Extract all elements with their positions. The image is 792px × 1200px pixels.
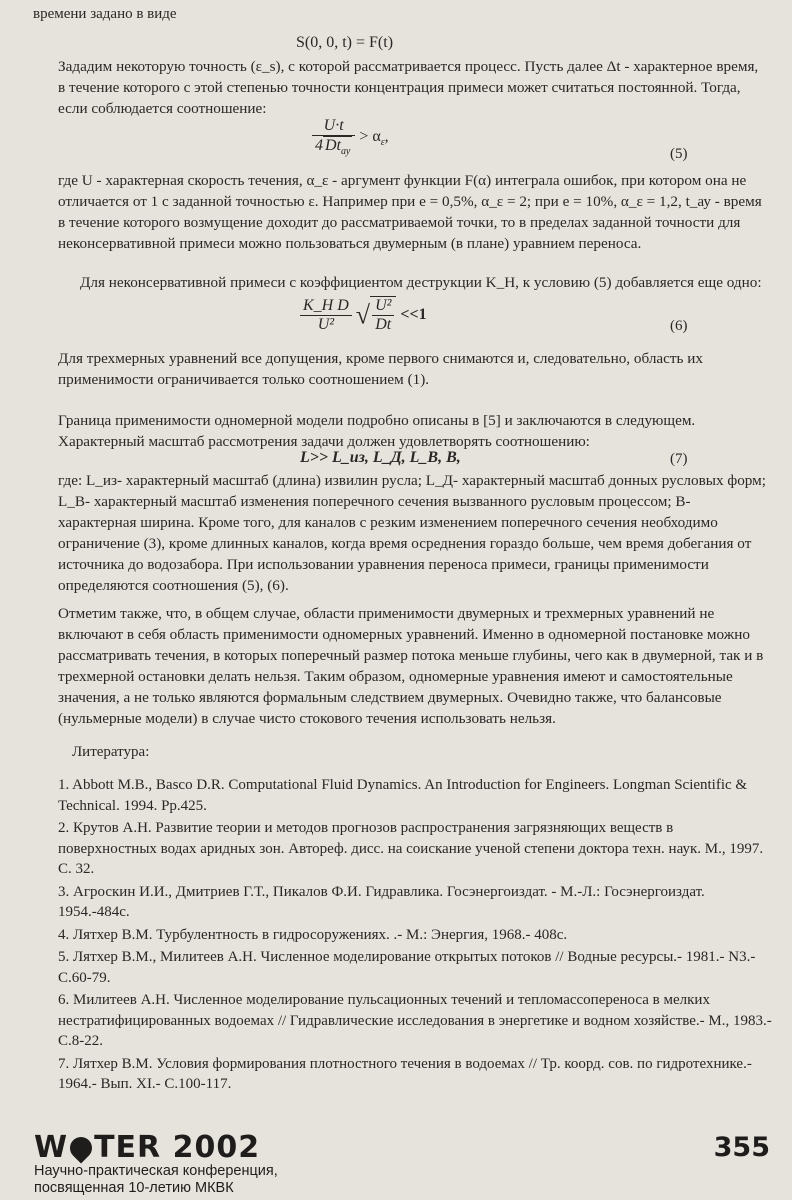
water-2002-logo (34, 1130, 260, 1165)
eq6-root-fraction (372, 297, 394, 334)
eq6-left-denominator: U² (317, 316, 335, 333)
eq5-numerator: U·t (312, 117, 355, 136)
eq6-left-numerator: K_H D (300, 297, 352, 316)
eq5-tail: , (384, 127, 389, 145)
reference-item: 6. Милитеев А.Н. Численное моделирование пульсационных течений и тепломассопереноса в мелких нестратифицированных водоемах // Гидравлические исследования в энергетике и водном хозяйстве.- М., 1983.- С.8-22. (58, 992, 772, 1049)
references-title: Литература: (72, 744, 150, 760)
eq6-relation: <<1 (400, 306, 427, 324)
reference-item: 4. Лятхер В.М. Турбулентность в гидросоружениях. .- М.: Энергия, 1968.- 408с. (58, 926, 568, 943)
equation-6 (300, 296, 427, 334)
eq6-left-fraction (300, 297, 352, 334)
top-line: времени задано в виде (33, 6, 177, 22)
conference-caption-line-1: Научно-практическая конференция, (34, 1163, 278, 1179)
eq5-relation-sub: ε (380, 136, 385, 148)
eq6-root-denominator: Dt (375, 316, 392, 333)
reference-item: 1. Abbott M.B., Basco D.R. Computational Fluid Dynamics. An Introduction for Engineers. Longman Scientific & Technical. 1994. Pp.425. (58, 777, 748, 814)
eq5-relation: > α (359, 127, 381, 145)
paragraph-7: Отметим также, что, в общем случае, области применимости двумерных и трехмерных уравнений не включают в себя область применимости одномерных уравнений. Именно в одномерной постановке можно рассматривать течения, в которых поперечный размер потока меньше глубины, чего как в двумерной, так и в трехмерной остановки делать нельзя. Таким образом, одномерные уравнения имеют и самостоятельные значения, а не только являются формальным следствием двумерных. Очевидно также, что балансовые (нульмерные модели) в случае чисто стокового течения использовать нельзя. (58, 605, 764, 727)
eq5-fraction (312, 117, 355, 157)
paragraph-4: Для трехмерных уравнений все допущения, кроме первого снимаются и, следовательно, область их применимости ограничивается только соотношением (1). (58, 350, 703, 388)
eq5-denominator: 4 $Dt_{ау}$ (315, 137, 351, 158)
conference-caption-line-2: посвященная 10-летию МКВК (34, 1180, 234, 1196)
equation-7: L>> L_из, L_Д, L_В, B, (300, 449, 461, 466)
eq6-root-sign: √ (355, 300, 371, 330)
paragraph-3: Для неконсервативной примеси с коэффициентом деструкции K_H, к условию (5) добавляется еще одно: (80, 274, 762, 291)
eq5-den-sub: ау (341, 146, 351, 158)
equation-5 (312, 117, 389, 157)
paragraph-6: где: L_из- характерный масштаб (длина) извилин русла; L_Д- характерный масштаб донных русловых форм; L_В- характерный масштаб изменения поперечного сечения вызванного русловым процессом; B- характерная ширина. Кроме того, для каналов с резким изменением поперечного сечения необходимо ограничение (3), кроме длинных каналов, когда время осреднения гораздо больше, чем время добегания от источника до водозабора. При использовании уравнения переноса примеси, границы применимости определяются соотношения (5), (6). (58, 472, 766, 594)
logo-text: TER 2002 (94, 1130, 261, 1165)
equation-6-number: (6) (670, 318, 688, 334)
conference-caption (34, 1163, 278, 1197)
equation-7-number: (7) (670, 451, 688, 467)
references-list (58, 775, 773, 1097)
page-number: 355 (713, 1132, 770, 1163)
eq6-root-numerator: U² (372, 297, 394, 316)
water-drop-icon (66, 1132, 97, 1163)
equation-5-number: (5) (670, 146, 688, 162)
paragraph-5: Граница применимости одномерной модели подробно описаны в [5] и заключаются в следующем. Характерный масштаб рассмотрения задачи должен удовлетворять соотношению: (58, 412, 696, 450)
eq5-den-text: Dt (325, 137, 341, 154)
logo-letter-w: W (34, 1130, 69, 1165)
reference-item: 2. Крутов А.Н. Развитие теории и методов прогнозов распространения загрязняющих веществ в поверхностных водах аридных зон. Автореф. дисс. на соискание ученой степени доктора техн. наук. М., 1997. С. 32. (58, 820, 764, 877)
reference-item: 7. Лятхер В.М. Условия формирования плотностного течения в водоемах // Тр. коорд. сов. по гидротехнике.- 1964.- Вып. XI.- С.100-117. (58, 1055, 752, 1092)
reference-item: 5. Лятхер В.М., Милитеев А.Н. Численное моделирование открытых потоков // Водные ресурсы.- 1981.- N3.- С.60-79. (58, 949, 756, 986)
formula-initial: S(0, 0, t) = F(t) (296, 34, 394, 51)
eq6-root-body (370, 296, 396, 334)
paragraph-2: где U - характерная скорость течения, α_ε - аргумент функции F(α) интеграла ошибок, при котором она не отличается от 1 с заданной точностью ε. Например при e = 0,5%, α_ε = 2; при e = 10%, α_ε = 1,2, t_ау - время в течение которого возмущение доходит до рассматриваемой точки, то в пределах заданной точности для неконсервативной примеси можно пользоваться двумерным (в плане) уравнием переноса. (58, 172, 762, 252)
reference-item: 3. Агроскин И.И., Дмитриев Г.Т., Пикалов Ф.И. Гидравлика. Госэнергоиздат. - М.-Л.: Госэнергоиздат. 1954.-484с. (58, 883, 705, 920)
paragraph-1: Зададим некоторую точность (ε_s), с которой рассматривается процесс. Пусть далее Δt - характерное время, в течение которого с этой степенью точности концентрация примеси может считаться постоянной. Тогда, если соблюдается соотношение: (58, 58, 759, 117)
